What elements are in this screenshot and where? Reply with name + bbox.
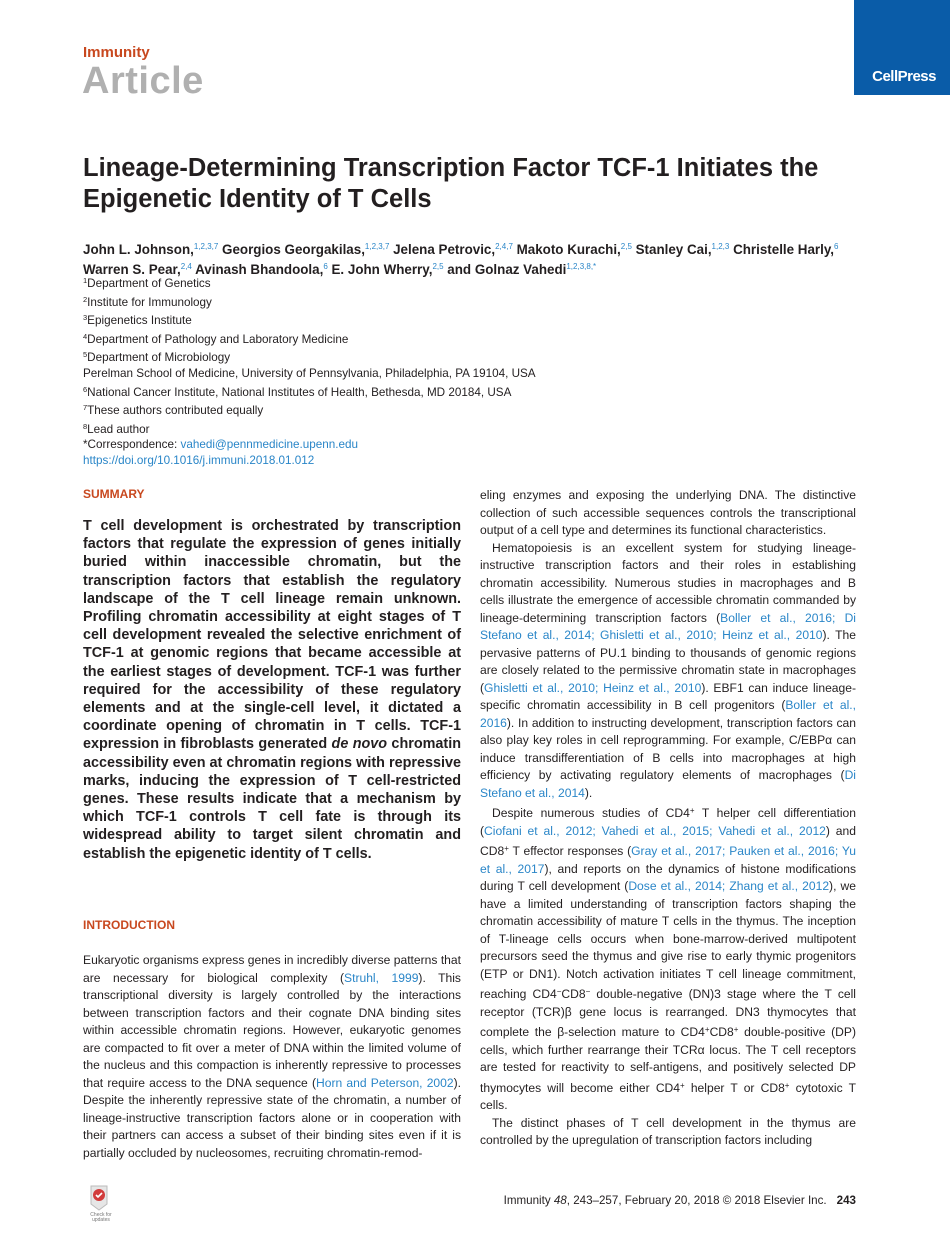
affiliation-item: $^2$Institute for Immunology	[83, 294, 212, 309]
body-paragraph: The distinct phases of T cell development in the thymus are controlled by the upregulation of transcription factors including	[480, 1115, 856, 1147]
correspondence-email-link[interactable]: vahedi@pennmedicine.upenn.edu	[180, 438, 359, 452]
check-for-updates-label: Check for updates	[90, 1212, 112, 1223]
footer-citation: Immunity 48, 243–257, February 20, 2018 © 2018 Elsevier Inc.	[503, 1194, 827, 1207]
page-footer	[480, 1194, 856, 1207]
affiliation-item: $^4$Department of Pathology and Laboratory Medicine	[83, 331, 349, 346]
summary-text: T cell development is orchestrated by transcription factors that regulate the expression of genes initially buried within inaccessible chromatin, but the transcription factors that establish the regulatory landscape of the T cell lineage remain unknown. Profiling chromatin accessibility at eight stages of T cell development revealed the selective enrichment of TCF-1 at genomic regions that became accessible at the earliest stages of development. TCF-1 was further required for the accessibility of these regulatory elements and at the single-cell level, it dictated a coordinate opening of chromatin in T cells. TCF-1 expression in fibroblasts generated de novo chromatin accessibility even at chromatin regions with repressive marks, inducing the expression of T cell-restricted genes. These results indicate that a mechanism by which TCF-1 controls T cell fate is through its widespread ability to target silent chromatin and establish the epigenetic identity of T cells.	[83, 518, 461, 862]
affiliation-item: $^8$Lead author	[83, 421, 150, 436]
cellpress-logo-text: CellPress	[872, 68, 936, 85]
correspondence	[83, 437, 783, 453]
affiliation-list	[83, 273, 783, 437]
affiliation-item: $^3$Epigenetics Institute	[83, 313, 192, 328]
doi-link[interactable]: https://doi.org/10.1016/j.immuni.2018.01.012	[83, 453, 315, 467]
article-type-label: Article	[82, 60, 204, 102]
correspondence-label: *Correspondence:	[83, 438, 181, 452]
right-column-text	[480, 487, 856, 1150]
page-number: 243	[836, 1194, 856, 1207]
affiliation-item: $^1$Department of Genetics	[83, 276, 211, 290]
body-paragraph: eling enzymes and exposing the underlying DNA. The distinctive collection of such accessible sequences controls the transcriptional output of a cell type and determines its functional characteristics.	[480, 488, 856, 537]
summary-heading: SUMMARY	[83, 487, 145, 501]
affiliation-item: $^7$These authors contributed equally	[83, 403, 264, 418]
body-paragraph: Hematopoiesis is an excellent system for studying lineage-instructive transcription factors and their roles in establishing chromatin accessibility. Numerous studies in macrophages and B cells illustrate the emergence of accessible chromatin commanded by lineage-determining transcription factors (Boller et al., 2016; Di Stefano et al., 2014; Ghisletti et al., 2010; Heinz et al., 2010). The pervasive patterns of PU.1 binding to thousands of genomic regions are closely related to the permissive chromatin state in macrophages (Ghisletti et al., 2010; Heinz et al., 2010). EBF1 can induce lineage-specific chromatin accessibility in B cell progenitors (Boller et al., 2016). In addition to instructing development, transcription factors can also play key roles in cell reprogramming. For example, C/EBPα can induce transdifferentiation of B cells into macrophages at high efficiency by activating regulatory elements of macrophages (Di Stefano et al., 2014).	[480, 540, 857, 800]
introduction-text	[83, 952, 461, 1162]
article-title: Lineage-Determining Transcription Factor TCF-1 Initiates the Epigenetic Identity of T Cells	[83, 154, 819, 213]
affiliations	[83, 273, 783, 469]
cellpress-logo[interactable]	[854, 0, 950, 95]
affiliation-item: $^6$National Cancer Institute, National Institutes of Health, Bethesda, MD 20184, USA	[83, 384, 512, 399]
affiliation-item: $^5$Department of Microbiology	[83, 350, 231, 365]
introduction-heading: INTRODUCTION	[83, 918, 175, 932]
affiliation-item: Perelman School of Medicine, University of Pennsylvania, Philadelphia, PA 19104, USA	[83, 366, 536, 380]
journal-name: Immunity	[83, 44, 150, 61]
body-paragraph: Despite numerous studies of CD4+ T helper cell differentiation (Ciofani et al., 2012; Vahedi et al., 2015; Vahedi et al., 2012) and CD8+ T effector responses (Gray et al., 2017; Pauken et al., 2016; Yu et al., 2017), and reports on the dynamics of histone modifications during T cell development (Dose et al., 2014; Zhang et al., 2012), we have a limited understanding of transcription factors shaping the chromatin accessibility of mature T cells in the thymus. The inception of T-lineage cells occurs when bone-marrow-derived multipotent precursors seed the thymus and give rise to early thymic progenitors (ETP or DN1). Notch activation initiates T cell lineage commitment, reaching CD4−CD8− double-negative (DN)3 stage where the T cell receptor (TCR)β gene locus is rearranged. DN3 thymocytes that complete the β-selection mature to CD4+CD8+ double-positive (DP) cells, which further rearrange their TCRα locus. The T cell receptors are tested for reactivity to self-antigens, and positively selected DP thymocytes will become either CD4+ helper T or CD8+ cytotoxic T cells.	[480, 806, 857, 1112]
intro-paragraph: Eukaryotic organisms express genes in incredibly diverse patterns that are necessary for biological complexity (Struhl, 1999). This transcriptional diversity is largely controlled by the interactions between transcription factors and their cognate DNA binding sites within accessible chromatin regions. However, eukaryotic genomes are compacted to fit over a meter of DNA within the limited volume of the nucleus and this compaction is inherently repressive to processes that require access to the DNA sequence (Horn and Peterson, 2002). Despite the inherently repressive state of the chromatin, a number of lineage-instructive transcription factors alone or in cooperation with their partners can access a subset of their binding sites even if it is partially occluded by nucleosomes, recruiting chromatin-remod-	[83, 953, 462, 1160]
check-for-updates-icon[interactable]	[88, 1184, 110, 1212]
author-list: John L. Johnson,$^{1,2,3,7}$ Georgios Georgakilas,$^{1,2,3,7}$ Jelena Petrovic,$^{2,4,7}$ Makoto Kurachi,$^{2,5}$ Stanley Cai,$^{1,2,3}$ Christelle Harly,$^6$ Warren S. Pear,$^{2,4}$ Avinash Bhandoola,$^6$ E. John Wherry,$^{2,5}$ and Golnaz Vahedi$^{1,2,3,8,*}$	[83, 242, 839, 277]
